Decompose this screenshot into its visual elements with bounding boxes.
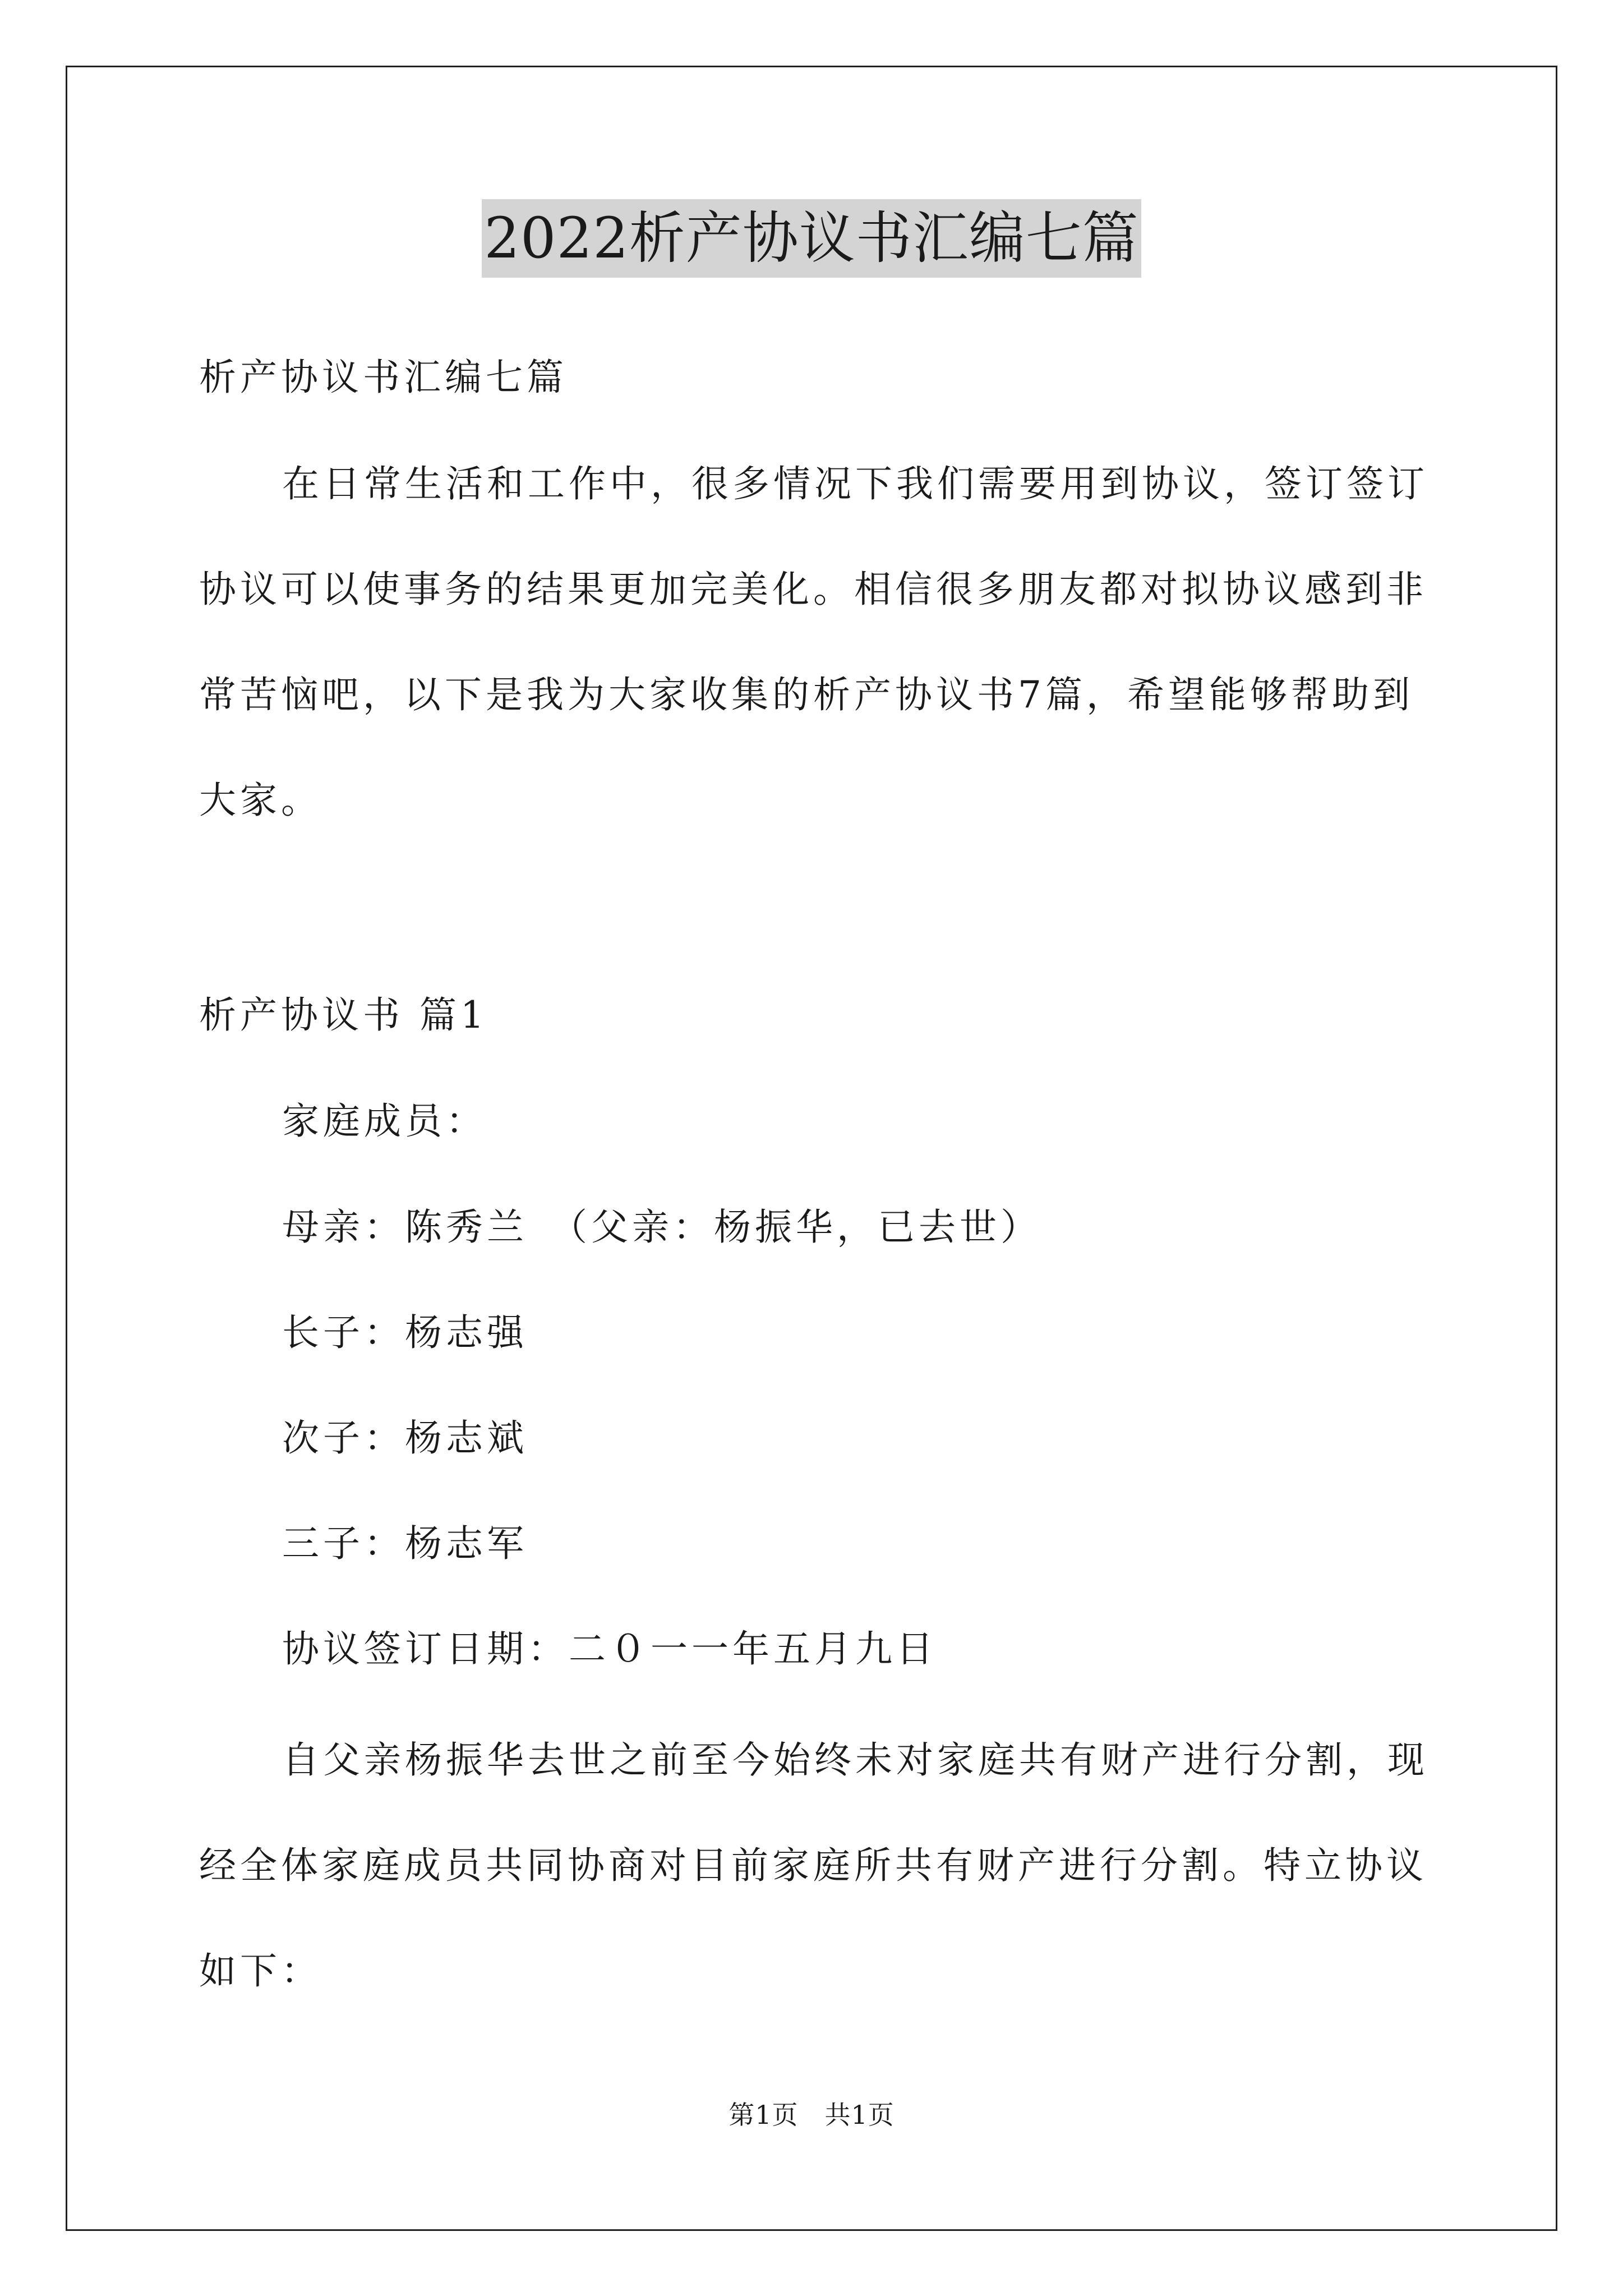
title-container [0, 199, 1623, 278]
family-members-label: 家庭成员： [282, 1099, 487, 1143]
document-subtitle: 析产协议书汇编七篇 [199, 356, 568, 399]
paragraph-intro-line-1: 在日常生活和工作中，很多情况下我们需要用到协议，签订签订 [282, 462, 1428, 505]
third-son-line: 三子：杨志军 [282, 1522, 528, 1565]
paragraph-intro-line-2: 协议可以使事务的结果更加完美化。相信很多朋友都对拟协议感到非 [199, 568, 1427, 611]
second-son-line: 次子：杨志斌 [282, 1416, 528, 1460]
section-heading: 析产协议书 篇1 [199, 993, 488, 1037]
paragraph-intro-line-4: 大家。 [199, 779, 322, 822]
page-footer: 第1页 共1页 [728, 2100, 895, 2130]
agreement-paragraph-line-1: 自父亲杨振华去世之前至今始终未对家庭共有财产进行分割，现 [282, 1738, 1428, 1782]
agreement-paragraph-line-3: 如下： [199, 1949, 322, 1993]
eldest-son-line: 长子：杨志强 [282, 1311, 528, 1354]
paragraph-intro-line-3: 常苦恼吧，以下是我为大家收集的析产协议书7篇，希望能够帮助到 [199, 673, 1414, 716]
mother-line: 母亲：陈秀兰 （父亲：杨振华，已去世） [282, 1205, 1041, 1249]
signing-date-line: 协议签订日期：二０一一年五月九日 [282, 1627, 937, 1671]
document-title: 2022析产协议书汇编七篇 [482, 199, 1141, 278]
agreement-paragraph-line-2: 经全体家庭成员共同协商对目前家庭所共有财产进行分割。特立协议 [199, 1844, 1427, 1887]
